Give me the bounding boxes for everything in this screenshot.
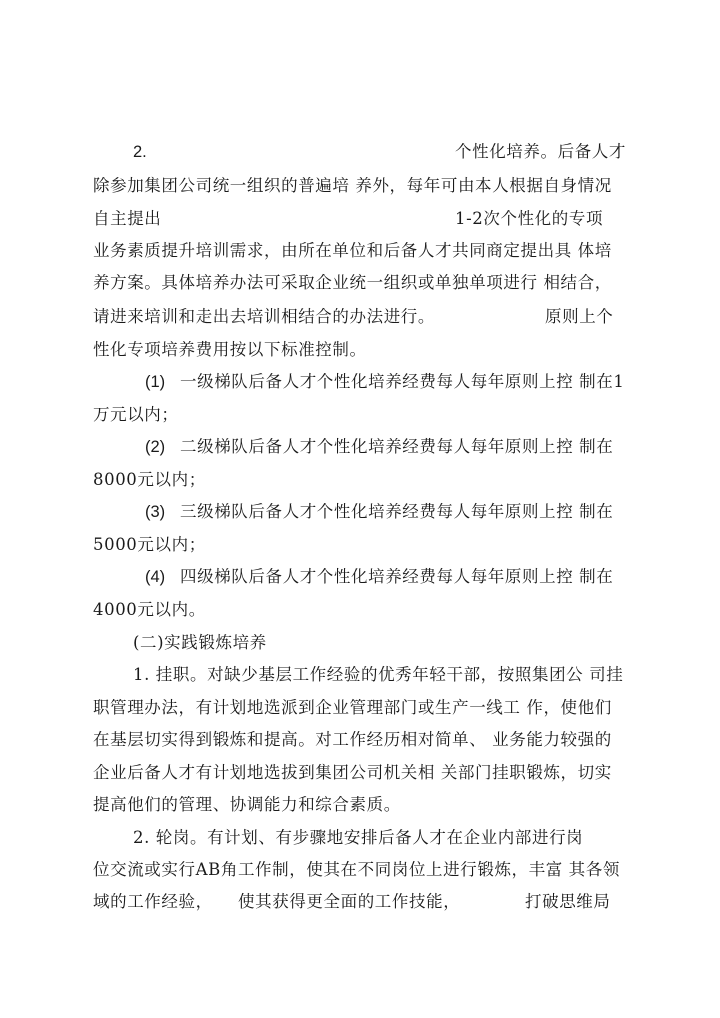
list-marker: 2. — [133, 143, 147, 161]
text-line: 2. 轮岗。有计划、有步骤地安排后备人才在企业内部进行岗 — [133, 828, 584, 847]
text-line: 使其获得更全面的工作技能， — [238, 892, 461, 911]
text-line: 二级梯队后备人才个性化培养经费每人每年原则上控 制在 — [180, 437, 614, 456]
text-line: 5000元以内； — [93, 535, 206, 554]
text-line: 4000元以内。 — [93, 600, 206, 619]
text-line: 在基层切实得到锻炼和提高。对工作经历相对简单、 业务能力较强的 — [93, 730, 612, 749]
text-line: 性化专项培养费用按以下标准控制。 — [93, 340, 367, 359]
list-marker: (1) — [145, 373, 166, 391]
text-line: 一级梯队后备人才个性化培养经费每人每年原则上控 制在1 — [180, 372, 625, 391]
text-line: 1. 挂职。对缺少基层工作经验的优秀年轻干部，按照集团公 司挂 — [133, 665, 624, 684]
text-line: 职管理办法，有计划地选派到企业管理部门或生产一线工 作，使他们 — [93, 698, 612, 717]
list-marker: (2) — [145, 438, 166, 456]
text-line: 四级梯队后备人才个性化培养经费每人每年原则上控 制在 — [180, 567, 614, 586]
section-heading: (二)实践锻炼培养 — [133, 633, 267, 652]
text-line: 域的工作经验， — [93, 892, 213, 911]
text-line: 除参加集团公司统一组织的普遍培 养外，每年可由本人根据自身情况 — [93, 176, 612, 195]
text-line: 提高他们的管理、协调能力和综合素质。 — [93, 795, 401, 814]
text-line: 原则上个 — [545, 307, 614, 326]
text-line: 8000元以内； — [93, 470, 206, 489]
text-line: 请进来培训和走出去培训相结合的办法进行。 — [93, 307, 435, 326]
text-line: 养方案。具体培养办法可采取企业统一组织或单独单项进行 相结合， — [93, 273, 612, 292]
list-marker: (4) — [145, 568, 166, 586]
text-line: 1-2次个性化的专项 — [455, 209, 604, 228]
text-line: 打破思维局 — [525, 892, 611, 911]
text-line: 企业后备人才有计划地选拔到集团公司机关相 关部门挂职锻炼，切实 — [93, 763, 612, 782]
text-line: 位交流或实行AB角工作制，使其在不同岗位上进行锻炼，丰富 其各领 — [93, 860, 620, 879]
text-line: 自主提出 — [93, 209, 162, 228]
text-line: 个性化培养。后备人才 — [455, 142, 626, 161]
text-line: 业务素质提升培训需求，由所在单位和后备人才共同商定提出具 体培 — [93, 241, 612, 260]
list-marker: (3) — [145, 503, 166, 521]
text-line: 三级梯队后备人才个性化培养经费每人每年原则上控 制在 — [180, 502, 614, 521]
text-line: 万元以内； — [93, 405, 179, 424]
